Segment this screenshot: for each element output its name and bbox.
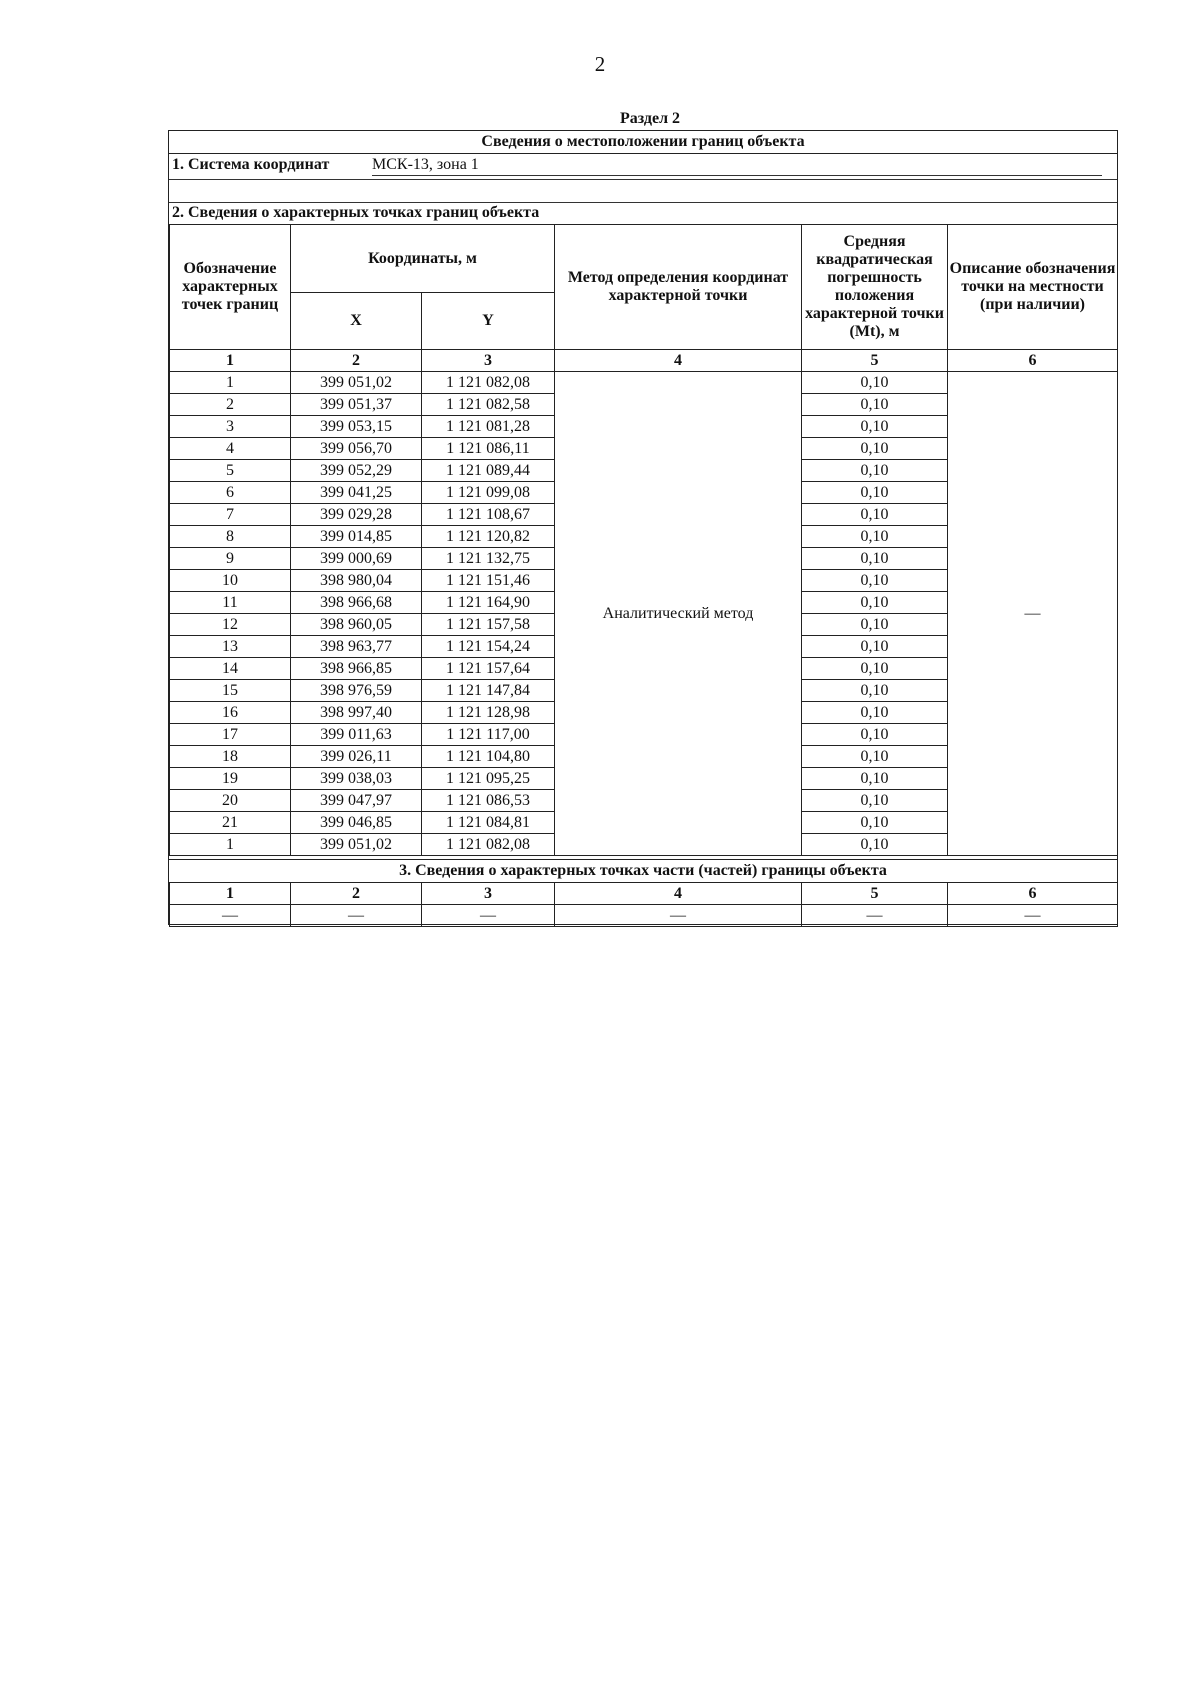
x-coordinate-cell: 398 976,59 — [291, 680, 422, 702]
column-number: 1 — [170, 350, 291, 372]
y-coordinate-cell: 1 121 157,58 — [422, 614, 555, 636]
y-coordinate-cell: 1 121 086,53 — [422, 790, 555, 812]
point-number-cell: 18 — [170, 746, 291, 768]
section-title: Раздел 2 — [619, 110, 681, 127]
col-designation-header: Обозначение характерных точек границ — [170, 225, 291, 350]
y-coordinate-cell: 1 121 095,25 — [422, 768, 555, 790]
y-coordinate-cell: 1 121 082,58 — [422, 394, 555, 416]
col-error-header: Средняя квадратическая погрешность положения характерной точки (Mt), м — [802, 225, 948, 350]
point-number-cell: 9 — [170, 548, 291, 570]
boundary-info-frame — [168, 130, 1118, 925]
y-coordinate-cell: 1 121 147,84 — [422, 680, 555, 702]
point-number-cell: 1 — [170, 834, 291, 856]
points-table — [169, 224, 1118, 856]
y-coordinate-cell: 1 121 151,46 — [422, 570, 555, 592]
error-cell: 0,10 — [802, 504, 948, 526]
error-cell: 0,10 — [802, 658, 948, 680]
y-coordinate-cell: 1 121 082,08 — [422, 834, 555, 856]
description-cell: — — [948, 372, 1118, 856]
column-numbers-row — [170, 350, 1118, 372]
column-number: 2 — [291, 350, 422, 372]
x-coordinate-cell: 398 997,40 — [291, 702, 422, 724]
points-section-title: 2. Сведения о характерных точках границ объекта — [172, 204, 540, 221]
part-cell: — — [948, 905, 1118, 927]
point-number-cell: 5 — [170, 460, 291, 482]
point-number-cell: 3 — [170, 416, 291, 438]
x-coordinate-cell: 399 051,37 — [291, 394, 422, 416]
col-method-header: Метод определения координат характерной точки — [555, 225, 802, 350]
point-number-cell: 20 — [170, 790, 291, 812]
point-number-cell: 13 — [170, 636, 291, 658]
error-cell: 0,10 — [802, 548, 948, 570]
col-y-header: Y — [422, 293, 555, 350]
point-number-cell: 12 — [170, 614, 291, 636]
column-number: 2 — [291, 883, 422, 905]
point-number-cell: 2 — [170, 394, 291, 416]
error-cell: 0,10 — [802, 834, 948, 856]
error-cell: 0,10 — [802, 438, 948, 460]
x-coordinate-cell: 399 047,97 — [291, 790, 422, 812]
column-number: 4 — [555, 883, 802, 905]
error-cell: 0,10 — [802, 614, 948, 636]
x-coordinate-cell: 398 966,68 — [291, 592, 422, 614]
y-coordinate-cell: 1 121 120,82 — [422, 526, 555, 548]
part-data-row — [170, 905, 1118, 927]
part-cell: — — [555, 905, 802, 927]
point-number-cell: 10 — [170, 570, 291, 592]
x-coordinate-cell: 399 051,02 — [291, 372, 422, 394]
point-number-cell: 7 — [170, 504, 291, 526]
x-coordinate-cell: 399 026,11 — [291, 746, 422, 768]
x-coordinate-cell: 398 963,77 — [291, 636, 422, 658]
point-number-cell: 21 — [170, 812, 291, 834]
method-cell: Аналитический метод — [555, 372, 802, 856]
error-cell: 0,10 — [802, 482, 948, 504]
coord-system-value: МСК-13, зона 1 — [372, 155, 1102, 176]
x-coordinate-cell: 399 056,70 — [291, 438, 422, 460]
y-coordinate-cell: 1 121 154,24 — [422, 636, 555, 658]
y-coordinate-cell: 1 121 164,90 — [422, 592, 555, 614]
column-number: 3 — [422, 883, 555, 905]
error-cell: 0,10 — [802, 702, 948, 724]
error-cell: 0,10 — [802, 724, 948, 746]
part-cell: — — [170, 905, 291, 927]
error-cell: 0,10 — [802, 636, 948, 658]
y-coordinate-cell: 1 121 108,67 — [422, 504, 555, 526]
x-coordinate-cell: 399 051,02 — [291, 834, 422, 856]
x-coordinate-cell: 399 038,03 — [291, 768, 422, 790]
column-number: 5 — [802, 883, 948, 905]
part-cell: — — [422, 905, 555, 927]
col-coordinates-header: Координаты, м — [291, 225, 555, 293]
column-number: 3 — [422, 350, 555, 372]
error-cell: 0,10 — [802, 746, 948, 768]
col-x-header: X — [291, 293, 422, 350]
y-coordinate-cell: 1 121 089,44 — [422, 460, 555, 482]
x-coordinate-cell: 399 011,63 — [291, 724, 422, 746]
point-number-cell: 8 — [170, 526, 291, 548]
error-cell: 0,10 — [802, 768, 948, 790]
part-points-table — [169, 882, 1118, 927]
part-column-numbers-row — [170, 883, 1118, 905]
part-section-title: 3. Сведения о характерных точках части (частей) границы объекта — [169, 859, 1117, 883]
error-cell: 0,10 — [802, 372, 948, 394]
x-coordinate-cell: 398 980,04 — [291, 570, 422, 592]
x-coordinate-cell: 398 966,85 — [291, 658, 422, 680]
point-number-cell: 6 — [170, 482, 291, 504]
point-number-cell: 1 — [170, 372, 291, 394]
col-description-header: Описание обозначения точки на местности (при наличии) — [948, 225, 1118, 350]
error-cell: 0,10 — [802, 790, 948, 812]
column-number: 4 — [555, 350, 802, 372]
y-coordinate-cell: 1 121 104,80 — [422, 746, 555, 768]
point-number-cell: 14 — [170, 658, 291, 680]
point-number-cell: 4 — [170, 438, 291, 460]
x-coordinate-cell: 399 046,85 — [291, 812, 422, 834]
error-cell: 0,10 — [802, 680, 948, 702]
x-coordinate-cell: 399 000,69 — [291, 548, 422, 570]
y-coordinate-cell: 1 121 132,75 — [422, 548, 555, 570]
coord-system-row — [169, 153, 1117, 179]
point-number-cell: 11 — [170, 592, 291, 614]
point-number-cell: 16 — [170, 702, 291, 724]
x-coordinate-cell: 399 041,25 — [291, 482, 422, 504]
coord-system-label: 1. Система координат — [172, 156, 330, 173]
error-cell: 0,10 — [802, 460, 948, 482]
y-coordinate-cell: 1 121 157,64 — [422, 658, 555, 680]
x-coordinate-cell: 399 029,28 — [291, 504, 422, 526]
part-cell: — — [291, 905, 422, 927]
point-number-cell: 15 — [170, 680, 291, 702]
table-row — [170, 372, 1118, 394]
y-coordinate-cell: 1 121 081,28 — [422, 416, 555, 438]
x-coordinate-cell: 398 960,05 — [291, 614, 422, 636]
error-cell: 0,10 — [802, 570, 948, 592]
error-cell: 0,10 — [802, 416, 948, 438]
boundary-info-header: Сведения о местоположении границ объекта — [169, 131, 1117, 154]
error-cell: 0,10 — [802, 526, 948, 548]
y-coordinate-cell: 1 121 086,11 — [422, 438, 555, 460]
error-cell: 0,10 — [802, 394, 948, 416]
page-number: 2 — [594, 52, 606, 76]
error-cell: 0,10 — [802, 592, 948, 614]
y-coordinate-cell: 1 121 084,81 — [422, 812, 555, 834]
y-coordinate-cell: 1 121 099,08 — [422, 482, 555, 504]
x-coordinate-cell: 399 053,15 — [291, 416, 422, 438]
error-cell: 0,10 — [802, 812, 948, 834]
y-coordinate-cell: 1 121 082,08 — [422, 372, 555, 394]
part-cell: — — [802, 905, 948, 927]
column-number: 6 — [948, 350, 1118, 372]
point-number-cell: 19 — [170, 768, 291, 790]
point-number-cell: 17 — [170, 724, 291, 746]
column-number: 5 — [802, 350, 948, 372]
y-coordinate-cell: 1 121 128,98 — [422, 702, 555, 724]
blank-row — [169, 179, 1117, 203]
column-number: 6 — [948, 883, 1118, 905]
y-coordinate-cell: 1 121 117,00 — [422, 724, 555, 746]
x-coordinate-cell: 399 014,85 — [291, 526, 422, 548]
column-number: 1 — [170, 883, 291, 905]
x-coordinate-cell: 399 052,29 — [291, 460, 422, 482]
